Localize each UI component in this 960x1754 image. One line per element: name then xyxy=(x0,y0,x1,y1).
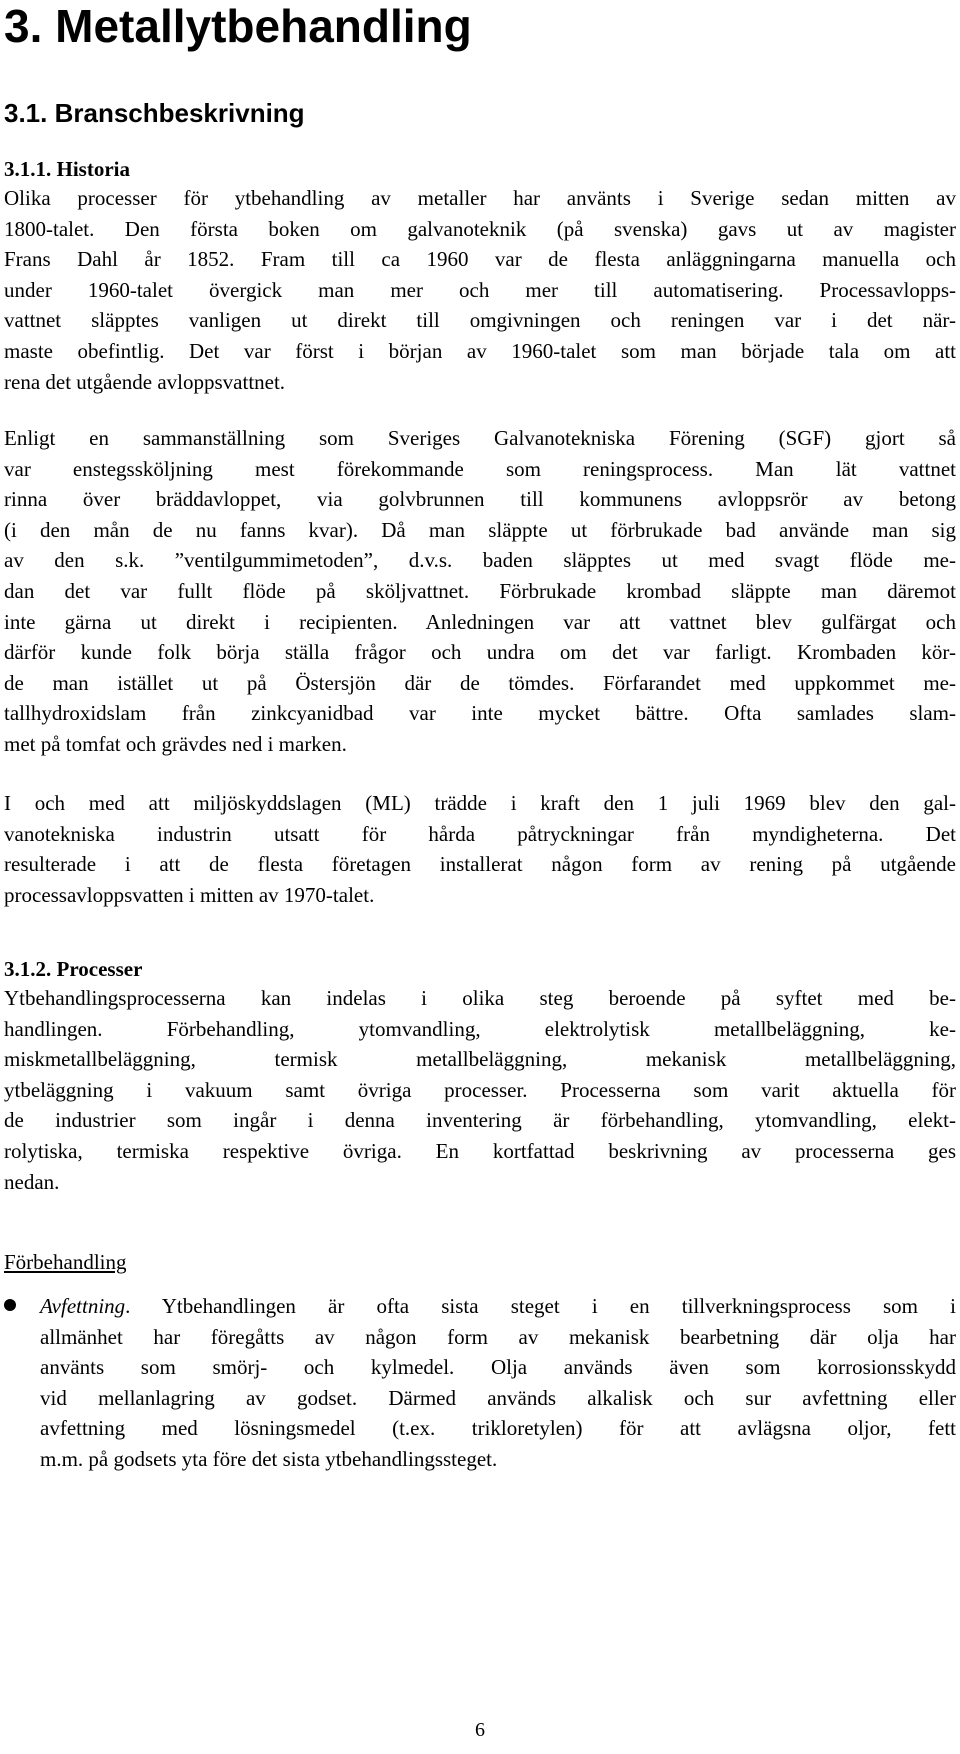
text-line: tallhydroxidslam från zinkcyanidbad var inte mycket bättre. Ofta samlades slam- xyxy=(4,701,956,726)
text-line: avfettning med lösningsmedel (t.ex. trikloretylen) för att avlägsna oljor, fett xyxy=(40,1416,956,1441)
subsection-heading-historia: 3.1.1. Historia xyxy=(4,157,130,181)
text-line: de man istället ut på Östersjön där de tömdes. Förfarandet med uppkommet me- xyxy=(4,670,956,695)
text-line: vanotekniska industrin utsatt för hårda påtryckningar från myndigheterna. Det xyxy=(4,821,956,846)
text-line: nedan. xyxy=(4,1169,60,1194)
paragraph-historia-3 xyxy=(4,788,956,910)
text-line: inte gärna ut direkt i recipienten. Anledningen var att vattnet blev gulfärgat och xyxy=(4,609,956,634)
text-line: vid mellanlagring av godset. Därmed används alkalisk och sur avfettning eller xyxy=(40,1385,956,1410)
text-line: rolytiska, termiska respektive övriga. En kortfattad beskrivning av processerna ges xyxy=(4,1138,956,1163)
text-line: rinna över bräddavloppet, via golvbrunnen till kommunens avloppsrör av betong xyxy=(4,487,956,512)
section-heading: 3.1. Branschbeskrivning xyxy=(4,98,305,128)
paragraph-historia-2 xyxy=(4,423,956,760)
bullet-first-line-rest: . Ytbehandlingen är ofta sista steget i en tillverkningsprocess som i xyxy=(125,1294,956,1318)
text-line: processavloppsvatten i mitten av 1970-talet. xyxy=(4,882,375,907)
text-line: (i den mån de nu fanns kvar). Då man släppte ut förbrukade bad använde man sig xyxy=(4,517,956,542)
bullet-term: Avfettning xyxy=(40,1294,126,1318)
text-line: Olika processer för ytbehandling av metaller har använts i Sverige sedan mitten av xyxy=(4,186,956,210)
text-line: I och med att miljöskyddslagen (ML) trädde i kraft den 1 juli 1969 blev den gal- xyxy=(4,791,956,815)
text-line: de industrier som ingår i denna inventering är förbehandling, ytomvandling, elekt- xyxy=(4,1108,956,1133)
text-line: allmänhet har föregåtts av någon form av mekanisk bearbetning där olja har xyxy=(40,1324,956,1349)
text-line: maste obefintlig. Det var först i början av 1960-talet som man började tala om att xyxy=(4,338,956,363)
text-line: av den s.k. ”ventilgummimetoden”, d.v.s. baden släpptes ut med svagt flöde me- xyxy=(4,548,956,573)
text-line: resulterade i att de flesta företagen installerat någon form av rening på utgående xyxy=(4,852,956,877)
paragraph-processer-1 xyxy=(4,983,956,1197)
text-line: därför kunde folk börja ställa frågor och undra om det var farligt. Krombaden kör- xyxy=(4,640,956,665)
text-line: vattnet släpptes vanligen ut direkt till omgivningen och reningen var i det när- xyxy=(4,308,956,333)
text-line: m.m. på godsets yta före det sista ytbehandlingssteget. xyxy=(40,1446,498,1471)
bullet-icon xyxy=(4,1299,16,1311)
bullet-item-avfettning xyxy=(40,1291,956,1475)
text-line: handlingen. Förbehandling, ytomvandling, elektrolytisk metallbeläggning, ke- xyxy=(4,1016,956,1041)
text-line: Ytbehandlingsprocesserna kan indelas i olika steg beroende på syftet med be- xyxy=(4,986,956,1010)
text-line: var enstegssköljning mest förekommande som reningsprocess. Man lät vattnet xyxy=(4,456,956,481)
text-line: Enligt en sammanställning som Sveriges Galvanotekniska Förening (SGF) gjort så xyxy=(4,426,956,450)
text-line: använts som smörj- och kylmedel. Olja används även som korrosionsskydd xyxy=(40,1355,956,1380)
text-line: ytbeläggning i vakuum samt övriga processer. Processerna som varit aktuella för xyxy=(4,1077,956,1102)
text-line: dan det var fullt flöde på sköljvattnet. Förbrukade krombad släppte man däremot xyxy=(4,578,956,603)
subsection-heading-processer: 3.1.2. Processer xyxy=(4,957,143,981)
text-line: Frans Dahl år 1852. Fram till ca 1960 var de flesta anläggningarna manuella och xyxy=(4,247,956,272)
text-line: rena det utgående avloppsvattnet. xyxy=(4,369,286,394)
subheading-forbehandling: Förbehandling xyxy=(4,1250,127,1274)
text-line: met på tomfat och grävdes ned i marken. xyxy=(4,731,347,756)
paragraph-historia-1 xyxy=(4,183,956,397)
chapter-heading: 3. Metallytbehandling xyxy=(4,0,472,52)
page-number: 6 xyxy=(475,1719,485,1741)
text-line: 1800-talet. Den första boken om galvanoteknik (på svenska) gavs ut av magister xyxy=(4,216,956,241)
text-line: under 1960-talet övergick man mer och mer till automatisering. Processavlopps- xyxy=(4,277,956,302)
text-line: miskmetallbeläggning, termisk metallbeläggning, mekanisk metallbeläggning, xyxy=(4,1047,956,1072)
text-line xyxy=(40,1291,956,1322)
